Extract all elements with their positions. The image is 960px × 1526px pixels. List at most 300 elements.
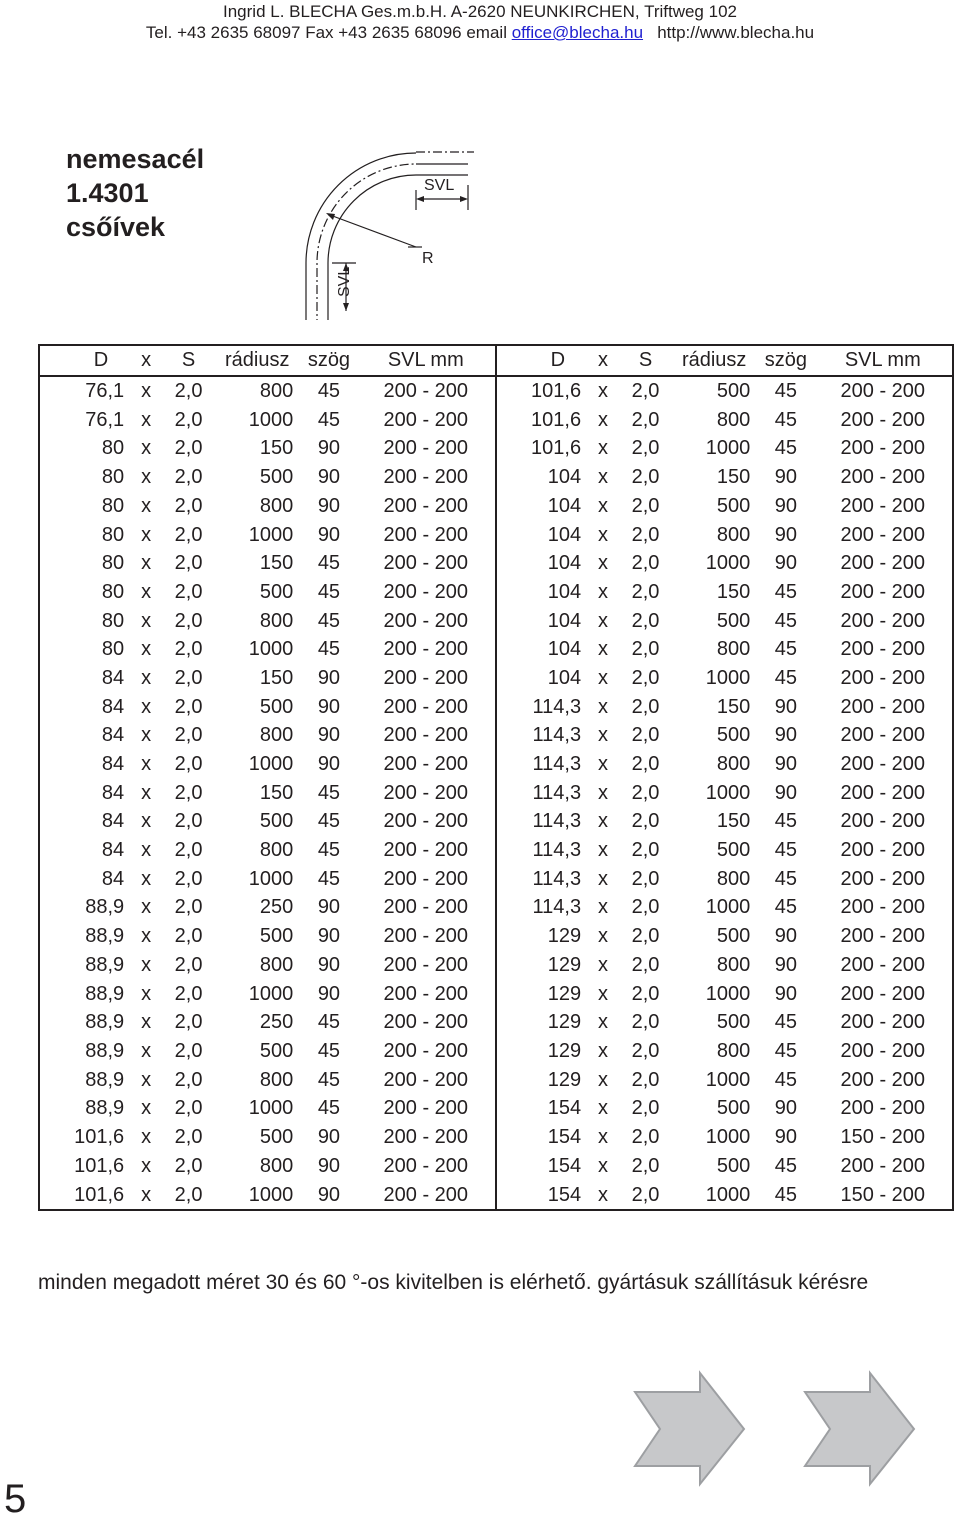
table-cell: 800 [259, 724, 294, 747]
table-cell: 45 [317, 1068, 341, 1091]
table-cell: x [598, 695, 609, 718]
table-cell: 45 [774, 638, 798, 661]
table-cell: 1000 [248, 867, 294, 890]
table-cell: 2,0 [631, 695, 660, 718]
table-cell: 200 - 200 [383, 1125, 469, 1148]
table-cell: 84 [101, 839, 125, 862]
table-cell: 800 [716, 1039, 751, 1062]
table-cell: 114,3 [496, 807, 585, 836]
table-cell: 150 [716, 466, 751, 489]
table-cell: 104 [496, 520, 585, 549]
table-cell: 90 [317, 494, 341, 517]
table-cell: 200 - 200 [840, 810, 926, 833]
table-cell: 800 [716, 638, 751, 661]
table-cell: x [141, 867, 152, 890]
nav-arrow-2-icon[interactable] [802, 1370, 920, 1488]
table-row [39, 463, 953, 492]
table-row [39, 692, 953, 721]
table-cell: 200 - 200 [383, 781, 469, 804]
table-cell: 200 - 200 [840, 466, 926, 489]
table-cell: 88,9 [85, 953, 125, 976]
table-cell: 500 [259, 1039, 294, 1062]
table-cell: 90 [317, 466, 341, 489]
table-row [39, 434, 953, 463]
table-cell: 200 - 200 [383, 466, 469, 489]
table-cell: x [141, 753, 152, 776]
table-cell: 2,0 [174, 1039, 203, 1062]
table-cell: 45 [774, 810, 798, 833]
table-cell: 2,0 [631, 494, 660, 517]
table-cell: 1000 [705, 437, 751, 460]
table-cell: x [141, 1154, 152, 1177]
table-cell: 2,0 [174, 380, 203, 403]
table-cell: x [141, 1011, 152, 1034]
table-cell: 200 - 200 [383, 552, 469, 575]
table-cell: x [141, 408, 152, 431]
table-cell: 200 - 200 [383, 867, 469, 890]
table-cell: 45 [317, 638, 341, 661]
table-row [39, 979, 953, 1008]
table-cell: 200 - 200 [383, 1154, 469, 1177]
table-row [39, 1065, 953, 1094]
table-cell: 2,0 [631, 408, 660, 431]
table-cell: 150 [259, 781, 294, 804]
table-cell: 90 [317, 695, 341, 718]
table-cell: 90 [317, 1125, 341, 1148]
table-cell: 101,6 [496, 434, 585, 463]
table-cell: 101,6 [74, 1154, 125, 1177]
table-cell: 200 - 200 [383, 638, 469, 661]
column-header: SVL mm [814, 345, 953, 376]
table-cell: 500 [716, 1154, 751, 1177]
table-cell: 1000 [705, 666, 751, 689]
table-cell: 45 [774, 580, 798, 603]
table-cell: 88,9 [85, 1011, 125, 1034]
table-cell: 45 [317, 609, 341, 632]
table-cell: 104 [496, 664, 585, 693]
table-cell: 2,0 [631, 724, 660, 747]
table-cell: 150 [259, 552, 294, 575]
table-cell: 104 [496, 606, 585, 635]
company-address-line: Ingrid L. BLECHA Ges.m.b.H. A-2620 NEUNKIRCHEN, Triftweg 102 [223, 2, 737, 21]
table-cell: 84 [101, 724, 125, 747]
table-cell: 88,9 [85, 925, 125, 948]
pipe-bend-table [38, 344, 954, 1211]
table-cell: 1000 [248, 753, 294, 776]
table-cell: 200 - 200 [383, 925, 469, 948]
table-cell: x [141, 666, 152, 689]
table-cell: x [141, 724, 152, 747]
table-cell: x [141, 982, 152, 1005]
table-cell: 200 - 200 [383, 437, 469, 460]
table-cell: 200 - 200 [840, 580, 926, 603]
table-cell: 88,9 [85, 1097, 125, 1120]
table-cell: 84 [101, 753, 125, 776]
table-cell: 104 [496, 492, 585, 521]
table-header-row [39, 345, 953, 376]
table-cell: x [598, 609, 609, 632]
table-cell: 1000 [248, 1097, 294, 1120]
table-cell: 2,0 [174, 1154, 203, 1177]
table-cell: 1000 [705, 982, 751, 1005]
table-cell: 90 [774, 466, 798, 489]
table-cell: 2,0 [631, 953, 660, 976]
table-cell: x [598, 1068, 609, 1091]
table-cell: 200 - 200 [840, 953, 926, 976]
table-cell: 200 - 200 [383, 953, 469, 976]
table-cell: 1000 [705, 896, 751, 919]
table-cell: 90 [774, 1097, 798, 1120]
table-cell: 150 [259, 666, 294, 689]
table-cell: x [141, 953, 152, 976]
table-cell: 114,3 [496, 778, 585, 807]
table-cell: x [141, 781, 152, 804]
table-cell: 84 [101, 695, 125, 718]
table-cell: 129 [496, 951, 585, 980]
table-cell: 104 [496, 635, 585, 664]
table-cell: 90 [774, 1125, 798, 1148]
column-header: szög [301, 345, 356, 376]
table-cell: 200 - 200 [383, 1039, 469, 1062]
table-cell: 101,6 [496, 405, 585, 434]
table-cell: 80 [101, 523, 125, 546]
table-cell: 80 [101, 437, 125, 460]
table-cell: x [598, 523, 609, 546]
table-cell: 2,0 [631, 609, 660, 632]
table-cell: 200 - 200 [840, 724, 926, 747]
table-cell: 2,0 [631, 781, 660, 804]
table-cell: 90 [317, 753, 341, 776]
table-cell: 80 [101, 552, 125, 575]
table-cell: x [598, 810, 609, 833]
table-cell: 200 - 200 [840, 1154, 926, 1177]
table-cell: 500 [716, 839, 751, 862]
table-cell: 500 [716, 494, 751, 517]
table-cell: 104 [496, 578, 585, 607]
table-cell: 45 [774, 666, 798, 689]
table-cell: 200 - 200 [383, 1097, 469, 1120]
table-cell: 90 [317, 666, 341, 689]
table-cell: 154 [496, 1123, 585, 1152]
table-cell: 45 [317, 810, 341, 833]
footnote: minden megadott méret 30 és 60 °-os kivitelben is elérhető. gyártásuk szállításuk kérésre [38, 1271, 869, 1294]
table-cell: 154 [496, 1151, 585, 1180]
table-cell: 1000 [705, 552, 751, 575]
table-cell: 200 - 200 [383, 839, 469, 862]
table-cell: 2,0 [174, 695, 203, 718]
table-cell: x [598, 781, 609, 804]
nav-arrow-1-icon[interactable] [632, 1370, 750, 1488]
table-row [39, 922, 953, 951]
table-cell: x [598, 494, 609, 517]
table-cell: 2,0 [631, 1097, 660, 1120]
table-cell: 2,0 [174, 408, 203, 431]
table-cell: 200 - 200 [383, 810, 469, 833]
table-row [39, 750, 953, 779]
table-cell: 200 - 200 [383, 753, 469, 776]
table-cell: 2,0 [631, 896, 660, 919]
table-cell: 500 [716, 1097, 751, 1120]
table-cell: 45 [774, 1183, 798, 1206]
table-row [39, 1008, 953, 1037]
table-cell: 2,0 [174, 1125, 203, 1148]
table-cell: 2,0 [631, 1039, 660, 1062]
table-cell: x [598, 753, 609, 776]
table-row [39, 836, 953, 865]
table-cell: 800 [259, 839, 294, 862]
table-cell: 1000 [248, 408, 294, 431]
table-row [39, 893, 953, 922]
company-contact-line [0, 23, 960, 43]
table-cell: 114,3 [496, 692, 585, 721]
table-cell: 90 [774, 695, 798, 718]
table-cell: 2,0 [631, 1183, 660, 1206]
table-cell: 200 - 200 [383, 1068, 469, 1091]
table-cell: 200 - 200 [840, 1097, 926, 1120]
table-cell: 500 [259, 466, 294, 489]
table-cell: 500 [716, 1011, 751, 1034]
table-cell: x [141, 839, 152, 862]
table-cell: 2,0 [631, 466, 660, 489]
table-cell: 45 [317, 781, 341, 804]
table-cell: 2,0 [631, 552, 660, 575]
table-cell: 2,0 [631, 666, 660, 689]
table-cell: 200 - 200 [840, 1068, 926, 1091]
table-cell: 90 [317, 1154, 341, 1177]
table-cell: 154 [496, 1180, 585, 1210]
table-row [39, 1094, 953, 1123]
table-cell: 200 - 200 [383, 896, 469, 919]
title-product: csőívek [66, 212, 166, 242]
table-row [39, 721, 953, 750]
table-cell: 84 [101, 810, 125, 833]
table-cell: 1000 [248, 982, 294, 1005]
table-cell: 90 [317, 982, 341, 1005]
table-cell: 101,6 [74, 1183, 125, 1206]
table-cell: 114,3 [496, 836, 585, 865]
table-cell: 2,0 [174, 1097, 203, 1120]
table-cell: 2,0 [174, 867, 203, 890]
table-cell: x [141, 1125, 152, 1148]
table-cell: 200 - 200 [840, 523, 926, 546]
table-cell: 45 [317, 380, 341, 403]
table-cell: 2,0 [174, 523, 203, 546]
table-cell: 200 - 200 [840, 1011, 926, 1034]
table-cell: 200 - 200 [840, 666, 926, 689]
table-cell: x [598, 666, 609, 689]
table-cell: x [141, 523, 152, 546]
table-cell: 88,9 [85, 982, 125, 1005]
table-cell: x [598, 896, 609, 919]
table-cell: 200 - 200 [840, 925, 926, 948]
table-cell: 88,9 [85, 896, 125, 919]
table-cell: x [598, 552, 609, 575]
table-cell: 200 - 200 [840, 494, 926, 517]
table-row [39, 778, 953, 807]
column-header: D [496, 345, 585, 376]
table-cell: 800 [716, 753, 751, 776]
table-cell: 2,0 [631, 638, 660, 661]
table-cell: 1000 [248, 1183, 294, 1206]
table-cell: 1000 [705, 1183, 751, 1206]
table-cell: 800 [716, 867, 751, 890]
table-cell: x [141, 552, 152, 575]
table-cell: 84 [101, 781, 125, 804]
column-header: x [585, 345, 621, 376]
table-cell: 200 - 200 [383, 982, 469, 1005]
table-cell: x [598, 466, 609, 489]
table-cell: 200 - 200 [840, 1039, 926, 1062]
column-header: szög [758, 345, 813, 376]
table-row [39, 578, 953, 607]
website-link[interactable]: http://www.blecha.hu [657, 23, 815, 42]
table-cell: 150 [716, 810, 751, 833]
table-cell: 45 [317, 552, 341, 575]
table-cell: 129 [496, 1065, 585, 1094]
table-cell: 200 - 200 [840, 839, 926, 862]
table-cell: 104 [496, 549, 585, 578]
table-cell: 200 - 200 [840, 753, 926, 776]
table-cell: 90 [774, 982, 798, 1005]
table-cell: 2,0 [631, 523, 660, 546]
table-cell: 45 [774, 1154, 798, 1177]
table-cell: 2,0 [631, 867, 660, 890]
table-cell: 200 - 200 [383, 724, 469, 747]
email-link[interactable]: office@blecha.hu [511, 23, 644, 42]
table-cell: 2,0 [174, 724, 203, 747]
table-row [39, 951, 953, 980]
table-cell: 90 [317, 953, 341, 976]
table-cell: 80 [101, 580, 125, 603]
table-cell: 45 [774, 1068, 798, 1091]
table-cell: 150 [716, 695, 751, 718]
table-cell: 2,0 [631, 925, 660, 948]
table-cell: x [598, 580, 609, 603]
table-cell: 2,0 [174, 781, 203, 804]
table-cell: 114,3 [496, 864, 585, 893]
table-cell: 200 - 200 [840, 380, 926, 403]
table-row [39, 864, 953, 893]
table-cell: 154 [496, 1094, 585, 1123]
table-cell: 45 [317, 1039, 341, 1062]
table-cell: 200 - 200 [383, 695, 469, 718]
table-row [39, 1123, 953, 1152]
table-cell: 2,0 [174, 466, 203, 489]
table-cell: x [141, 695, 152, 718]
table-cell: 200 - 200 [840, 867, 926, 890]
table-cell: 2,0 [174, 753, 203, 776]
table-cell: x [598, 638, 609, 661]
table-cell: 200 - 200 [840, 609, 926, 632]
table-cell: 101,6 [74, 1125, 125, 1148]
table-cell: 90 [317, 1183, 341, 1206]
table-cell: x [141, 609, 152, 632]
phone-fax-text: Tel. +43 2635 68097 Fax +43 2635 68096 email [145, 23, 512, 42]
table-row [39, 606, 953, 635]
pipe-bend-diagram [296, 135, 486, 320]
table-cell: 45 [774, 867, 798, 890]
table-cell: 2,0 [631, 1154, 660, 1177]
table-cell: 2,0 [631, 1011, 660, 1034]
table-cell: 45 [317, 408, 341, 431]
table-cell: 500 [716, 609, 751, 632]
table-cell: x [141, 1039, 152, 1062]
table-cell: 84 [101, 867, 125, 890]
table-cell: 200 - 200 [383, 523, 469, 546]
table-cell: x [141, 896, 152, 919]
table-cell: 800 [259, 494, 294, 517]
table-cell: 2,0 [174, 810, 203, 833]
table-row [39, 492, 953, 521]
table-cell: x [141, 380, 152, 403]
table-cell: x [598, 1183, 609, 1206]
table-cell: 2,0 [631, 753, 660, 776]
table-cell: 2,0 [631, 437, 660, 460]
table-cell: x [141, 925, 152, 948]
table-cell: x [598, 1097, 609, 1120]
table-cell: 90 [774, 523, 798, 546]
table-cell: 800 [259, 1068, 294, 1091]
table-cell: 80 [101, 494, 125, 517]
table-cell: 45 [774, 408, 798, 431]
table-cell: 80 [101, 638, 125, 661]
table-cell: 88,9 [85, 1039, 125, 1062]
table-cell: 200 - 200 [383, 380, 469, 403]
table-cell: 200 - 200 [840, 781, 926, 804]
table-cell: 200 - 200 [840, 695, 926, 718]
table-cell: 2,0 [631, 580, 660, 603]
table-cell: x [598, 839, 609, 862]
table-cell: 800 [716, 523, 751, 546]
table-cell: 500 [716, 380, 751, 403]
table-cell: 2,0 [174, 1068, 203, 1091]
column-header: x [128, 345, 164, 376]
table-row [39, 664, 953, 693]
table-cell: 200 - 200 [383, 408, 469, 431]
table-cell: 90 [774, 753, 798, 776]
table-cell: 80 [101, 609, 125, 632]
table-cell: x [141, 437, 152, 460]
table-cell: 101,6 [496, 376, 585, 406]
column-header: rádiusz [213, 345, 301, 376]
table-cell: 1000 [705, 1068, 751, 1091]
table-cell: 129 [496, 1008, 585, 1037]
table-cell: x [141, 638, 152, 661]
table-cell: 200 - 200 [840, 638, 926, 661]
table-cell: 129 [496, 979, 585, 1008]
table-cell: 2,0 [631, 839, 660, 862]
table-cell: x [141, 1183, 152, 1206]
table-cell: 88,9 [85, 1068, 125, 1091]
svl-side-label: SVL [336, 266, 353, 297]
table-cell: 2,0 [174, 666, 203, 689]
column-header: SVL mm [357, 345, 496, 376]
table-cell: 90 [774, 552, 798, 575]
table-row [39, 1180, 953, 1210]
table-cell: x [141, 810, 152, 833]
table-cell: 90 [317, 437, 341, 460]
table-cell: 45 [317, 839, 341, 862]
table-cell: 1000 [705, 1125, 751, 1148]
column-header: S [164, 345, 213, 376]
table-cell: 500 [259, 810, 294, 833]
table-cell: 200 - 200 [383, 609, 469, 632]
svl-top-label: SVL [424, 177, 455, 194]
table-cell: x [598, 724, 609, 747]
table-cell: 2,0 [174, 925, 203, 948]
table-cell: 200 - 200 [840, 896, 926, 919]
table-cell: 2,0 [174, 494, 203, 517]
